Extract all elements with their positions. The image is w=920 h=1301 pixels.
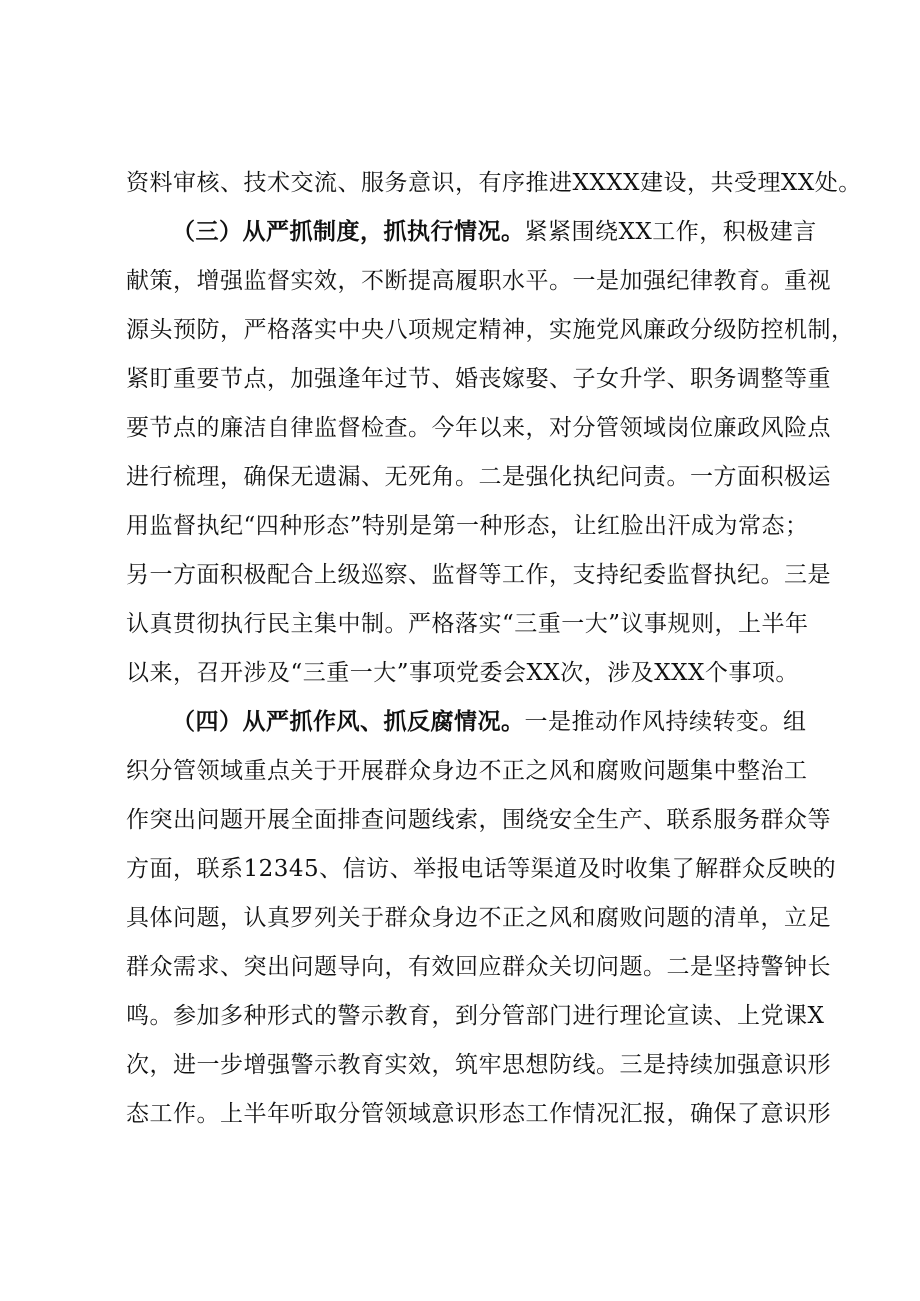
text-line: 源头预防，严格落实中央八项规定精神，实施党风廉政分级防控机制，	[126, 317, 855, 343]
text-line: 紧盯重要节点，加强逢年过节、婚丧嫁娶、子女升学、职务调整等重	[126, 366, 831, 392]
text-line: 献策，增强监督实效，不断提高履职水平。一是加强纪律教育。重视	[126, 268, 831, 294]
text-line: 资料审核、技术交流、服务意识，有序推进XXXX建设，共受理XX处。	[126, 170, 862, 196]
text-line: 方面，联系12345、信访、举报电话等渠道及时收集了解群众反映的	[126, 856, 837, 882]
section-heading: （四）从严抓作风、抓反腐情况。	[172, 708, 525, 735]
text-line: 另一方面积极配合上级巡察、监督等工作，支持纪委监督执纪。三是	[126, 562, 831, 588]
text-line: 用监督执纪“四种形态”特别是第一种形态，让红脸出汗成为常态；	[126, 513, 809, 539]
text-line: 要节点的廉洁自律监督检查。今年以来，对分管领域岗位廉政风险点	[126, 415, 831, 441]
text-line: 进行梳理，确保无遗漏、无死角。二是强化执纪问责。一方面积极运	[126, 464, 831, 490]
text-line: 群众需求、突出问题导向，有效回应群众关切问题。二是坚持警钟长	[126, 954, 831, 980]
text-line: 织分管领域重点关于开展群众身边不正之风和腐败问题集中整治工	[126, 758, 808, 784]
text-line: 鸣。参加多种形式的警示教育，到分管部门进行理论宣读、上党课X	[126, 1003, 825, 1029]
text-line: 以来，召开涉及“三重一大”事项党委会XX次，涉及XXX个事项。	[126, 660, 799, 686]
text-line: 作突出问题开展全面排查问题线索，围绕安全生产、联系服务群众等	[126, 807, 831, 833]
section-heading: （三）从严抓制度，抓执行情况。	[172, 218, 525, 245]
section-heading-line: （四）从严抓作风、抓反腐情况。一是推动作风持续转变。组	[172, 708, 807, 735]
text-line: 认真贯彻执行民主集中制。严格落实“三重一大”议事规则，上半年	[126, 611, 809, 637]
section-heading-line: （三）从严抓制度，抓执行情况。紧紧围绕XX工作，积极建言	[172, 218, 817, 245]
text-line: 态工作。上半年听取分管领域意识形态工作情况汇报，确保了意识形	[126, 1101, 831, 1127]
text-line: 次，进一步增强警示教育实效，筑牢思想防线。三是持续加强意识形	[126, 1052, 831, 1078]
text-line: 具体问题，认真罗列关于群众身边不正之风和腐败问题的清单，立足	[126, 905, 831, 931]
